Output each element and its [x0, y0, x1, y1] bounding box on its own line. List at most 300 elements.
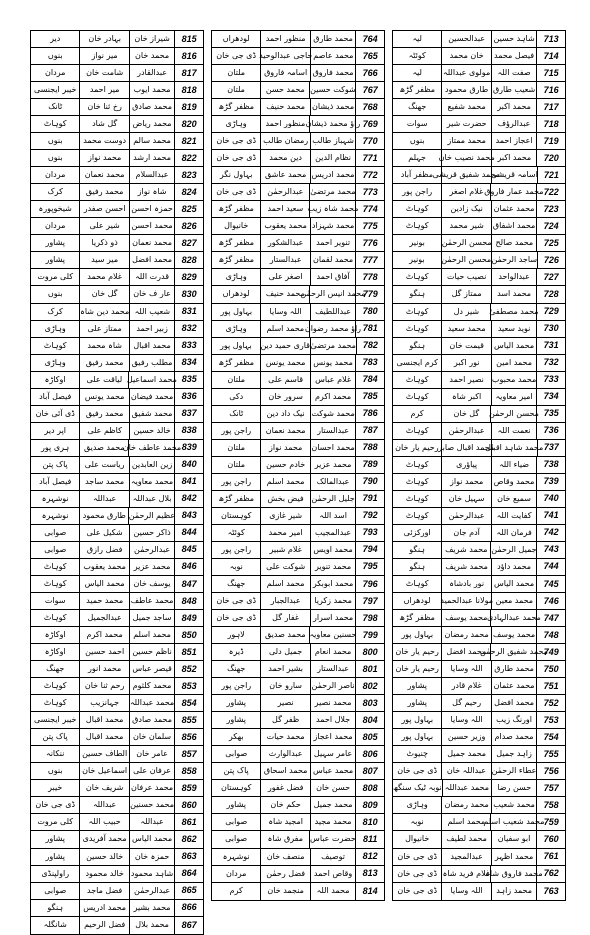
serial-number-cell: 725: [543, 237, 559, 248]
name-cell: عبدالمجیب: [311, 525, 356, 541]
district-cell: ڈی جی خان: [212, 184, 261, 200]
district-cell: کوہاٹ: [31, 695, 80, 711]
name-cell: شاہد حسین: [492, 31, 537, 47]
father-name-cell: اسامہ فاروق: [261, 65, 310, 81]
table-row: [212, 235, 384, 252]
table-row: [393, 440, 565, 457]
district-cell: راجن پور: [212, 678, 261, 694]
name-cell: محمد افضل: [130, 252, 175, 268]
table-row: [31, 389, 203, 406]
serial-number-cell: 823: [181, 169, 197, 180]
name-cell: نظام الدین: [311, 150, 356, 166]
district-cell: پشاور: [31, 235, 80, 251]
father-name-cell: محمد حنیف: [261, 286, 310, 302]
district-cell: وہاڑی: [31, 355, 80, 371]
father-name-cell: محمد یعقوب: [80, 559, 129, 575]
district-cell: کوہستان: [212, 508, 261, 524]
name-cell: توصیف: [311, 849, 356, 865]
name-cell: محمد احسان: [311, 440, 356, 456]
table-row: [31, 508, 203, 525]
father-name-cell: منجمد خان: [261, 883, 310, 900]
father-name-cell: فضل ماجد: [80, 883, 129, 899]
name-cell: محمد نعمان: [130, 235, 175, 251]
table-row: [31, 661, 203, 678]
table-row: [393, 116, 565, 133]
serial-number-cell: 775: [362, 220, 378, 231]
name-cell: محمد صادق: [130, 712, 175, 728]
district-cell: بنوں: [31, 133, 80, 149]
father-name-cell: نصیر احمد: [442, 372, 491, 388]
father-name-cell: شامت خان: [80, 65, 129, 81]
name-cell: محمد محبوب: [492, 372, 537, 388]
father-name-cell: نور بادشاہ: [442, 576, 491, 592]
serial-number-cell: 788: [362, 442, 378, 453]
father-name-cell: قاری حمید دین: [261, 338, 311, 354]
table-row: [31, 48, 203, 65]
table-row: [393, 321, 565, 338]
father-name-cell: میر سید: [80, 252, 129, 268]
serial-number-cell: 719: [543, 135, 559, 146]
table-row: [212, 321, 384, 338]
name-cell: عبدالمالک: [311, 474, 356, 490]
table-row: [31, 406, 203, 423]
district-cell: ڈی جی خان: [393, 849, 442, 865]
serial-number-cell: 764: [362, 33, 378, 44]
district-cell: صوابی: [212, 831, 261, 847]
serial-number-cell: 779: [362, 288, 378, 299]
table-row: [212, 763, 384, 780]
table-row: [393, 849, 565, 866]
father-name-cell: ممتاز گل: [442, 286, 491, 302]
serial-number-cell: 716: [543, 84, 559, 95]
father-name-cell: سہیل خان: [442, 491, 491, 507]
father-name-cell: محمد اکرم: [80, 627, 129, 643]
serial-number-cell: 821: [181, 135, 197, 146]
father-name-cell: عبدالجبار: [261, 593, 310, 609]
district-cell: کلی مروت: [31, 269, 80, 285]
table-row: [393, 457, 565, 474]
name-cell: محمد بشیر: [130, 900, 175, 916]
district-cell: کوہاٹ: [31, 610, 80, 626]
serial-number-cell: 795: [362, 561, 378, 572]
father-name-cell: فضل الرحیم: [80, 917, 129, 934]
father-name-cell: محمد رفیق: [80, 184, 129, 200]
district-cell: نوبہ ٹیک سنگھ: [393, 780, 443, 796]
table-row: [393, 355, 565, 372]
table-row: [393, 508, 565, 525]
serial-number-cell: 865: [181, 885, 197, 896]
serial-number-cell: 759: [543, 816, 559, 827]
father-name-cell: میر احمد: [80, 82, 129, 98]
serial-number-cell: 849: [181, 612, 197, 623]
serial-number-cell: 847: [181, 578, 197, 589]
serial-number-cell: 738: [543, 459, 559, 470]
father-name-cell: محمد حیات: [261, 729, 310, 745]
father-name-cell: اللہ وسایا: [442, 661, 491, 677]
list-column-middle: [211, 30, 385, 901]
serial-number-cell: 805: [362, 731, 378, 742]
father-name-cell: غلام محمد: [80, 269, 129, 285]
father-name-cell: غلام قادر: [442, 678, 491, 694]
table-row: [212, 184, 384, 201]
father-name-cell: سارو خان: [261, 678, 310, 694]
serial-number-cell: 843: [181, 510, 197, 521]
district-cell: کوہاٹ: [31, 116, 80, 132]
father-name-cell: محمد اقبال: [80, 729, 129, 745]
name-cell: تنویر احمد: [311, 235, 356, 251]
name-cell: یوسف خان: [130, 576, 175, 592]
father-name-cell: مولانا عبدالحمید: [442, 593, 492, 609]
table-row: [31, 269, 203, 286]
district-cell: پشاور: [393, 695, 442, 711]
serial-number-cell: 867: [181, 919, 197, 930]
name-cell: نعمت اللہ: [492, 423, 537, 439]
district-cell: نوشہرہ: [31, 508, 80, 524]
name-cell: قیصر عباس: [130, 661, 175, 677]
table-row: [393, 525, 565, 542]
name-cell: محمد عثمان: [492, 201, 537, 217]
name-cell: محمد طارق: [311, 31, 356, 47]
serial-number-cell: 780: [362, 306, 378, 317]
serial-number-cell: 858: [181, 765, 197, 776]
district-cell: نوشہرہ: [31, 491, 80, 507]
table-row: [212, 627, 384, 644]
district-cell: ڈی جی خان: [393, 866, 442, 882]
serial-number-cell: 837: [181, 408, 197, 419]
name-cell: اورنگ زیب: [492, 712, 537, 728]
district-cell: دکی: [212, 389, 261, 405]
table-row: [393, 167, 565, 184]
district-cell: مظفر گڑھ: [212, 235, 261, 251]
table-row: [31, 525, 203, 542]
table-row: [393, 184, 565, 201]
table-row: [31, 900, 203, 917]
name-cell: عبدالسلام: [130, 167, 175, 183]
name-cell: محمد اسلم: [130, 627, 175, 643]
father-name-cell: اللہ وسایا: [442, 712, 491, 728]
name-cell: محمد عاطف خان: [129, 440, 175, 456]
name-cell: محمد حسنین: [130, 797, 175, 813]
name-cell: محمد ذیشان: [311, 99, 356, 115]
table-row: [393, 31, 565, 48]
district-cell: نوشہرہ: [212, 849, 261, 865]
serial-number-cell: 846: [181, 561, 197, 572]
name-cell: شیراز خان: [130, 31, 175, 47]
district-cell: کرک: [31, 304, 80, 320]
father-name-cell: احمد حسین: [80, 644, 129, 660]
name-cell: نوید سعید: [492, 321, 537, 337]
district-cell: ٹانک: [212, 406, 261, 422]
father-name-cell: شریف خان: [80, 780, 129, 796]
father-name-cell: دین محمد: [261, 150, 310, 166]
name-cell: محمد زکریا: [311, 593, 356, 609]
name-cell: محسن الرحمٰن: [491, 406, 537, 422]
serial-number-cell: 801: [362, 663, 378, 674]
name-cell: اسامہ قریشی: [492, 167, 538, 183]
serial-number-cell: 772: [362, 169, 378, 180]
district-cell: پشاور: [31, 831, 80, 847]
name-cell: محمد یونس: [311, 355, 356, 371]
serial-number-cell: 750: [543, 663, 559, 674]
father-name-cell: محمد ممتاز: [442, 133, 491, 149]
father-name-cell: شاہ محمد: [80, 338, 129, 354]
district-cell: کوہاٹ: [393, 508, 442, 524]
name-cell: ضیاء اللہ: [492, 457, 537, 473]
name-cell: جلیل الرحمٰن: [311, 491, 356, 507]
serial-number-cell: 853: [181, 680, 197, 691]
table-row: [393, 576, 565, 593]
serial-number-cell: 862: [181, 833, 197, 844]
table-row: [212, 610, 384, 627]
name-cell: محمد عزیر: [311, 457, 356, 473]
serial-number-cell: 752: [543, 697, 559, 708]
serial-number-cell: 774: [362, 203, 378, 214]
district-cell: وہاڑی: [212, 116, 261, 132]
table-row: [31, 491, 203, 508]
district-cell: پشاور: [31, 849, 80, 865]
father-name-cell: محمد رمضان: [442, 627, 491, 643]
table-row: [212, 593, 384, 610]
district-cell: بھکر: [212, 729, 261, 745]
father-name-cell: حبیب اللہ: [80, 814, 129, 830]
district-cell: کوہاٹ: [393, 491, 442, 507]
district-cell: بونیر: [393, 235, 442, 251]
district-cell: ڈی جی خان: [31, 797, 80, 813]
table-row: [212, 780, 384, 797]
district-cell: ہری پور: [31, 440, 80, 456]
district-cell: کوہاٹ: [393, 269, 442, 285]
district-cell: ٹانک: [31, 99, 80, 115]
district-cell: بنوں: [31, 763, 80, 779]
father-name-cell: امجید شاہ: [261, 814, 310, 830]
serial-number-cell: 769: [362, 118, 378, 129]
table-row: [212, 48, 384, 65]
name-cell: مطلب رفیق: [130, 355, 175, 371]
serial-number-cell: 777: [362, 254, 378, 265]
serial-number-cell: 793: [362, 527, 378, 538]
father-name-cell: عبداللہ: [80, 797, 129, 813]
name-cell: عبدالرحمٰن: [130, 542, 175, 558]
serial-number-cell: 740: [543, 493, 559, 504]
district-cell: کوہاٹ: [393, 389, 442, 405]
table-row: [31, 763, 203, 780]
father-name-cell: محمد شریف: [442, 559, 491, 575]
district-cell: لیہ: [393, 65, 442, 81]
name-cell: فرمان اللہ: [492, 525, 537, 541]
table-row: [393, 729, 565, 746]
table-row: [212, 218, 384, 235]
serial-number-cell: 863: [181, 851, 197, 862]
district-cell: فیصل آباد: [31, 389, 80, 405]
serial-number-cell: 842: [181, 493, 197, 504]
table-row: [393, 201, 565, 218]
father-name-cell: عبدالرحمٰن: [442, 423, 491, 439]
serial-number-cell: 773: [362, 186, 378, 197]
table-row: [393, 559, 565, 576]
serial-number-cell: 778: [362, 271, 378, 282]
table-row: [212, 457, 384, 474]
name-cell: عبدالواحد: [492, 269, 537, 285]
name-cell: محمد شعیب: [492, 797, 537, 813]
name-cell: محمد معاویہ: [130, 474, 175, 490]
name-cell: عبداللہ: [130, 814, 175, 830]
table-row: [31, 712, 203, 729]
father-name-cell: محسن الرحمٰن: [442, 252, 492, 268]
father-name-cell: محمد سعید: [442, 321, 491, 337]
district-cell: بنوں: [31, 150, 80, 166]
father-name-cell: الطاف حسین: [80, 746, 129, 762]
district-cell: بہاول پور: [212, 304, 261, 320]
district-cell: کوہاٹ: [31, 576, 80, 592]
table-row: [212, 116, 384, 133]
serial-number-cell: 809: [362, 799, 378, 810]
name-cell: محمد عبدالہادی: [491, 610, 537, 626]
father-name-cell: محمد نواز: [80, 150, 129, 166]
father-name-cell: محمد نواز: [261, 440, 310, 456]
name-cell: محمد یوسف: [492, 627, 537, 643]
name-cell: حسنین معاویہ: [310, 627, 356, 643]
serial-number-cell: 850: [181, 629, 197, 640]
name-cell: محمد اقبال: [130, 338, 175, 354]
name-cell: ذاکر حسین: [130, 525, 175, 541]
serial-number-cell: 734: [543, 391, 559, 402]
table-row: [31, 133, 203, 150]
table-row: [393, 65, 565, 82]
table-row: [31, 695, 203, 712]
name-cell: محمد امین: [492, 355, 537, 371]
name-cell: محمد وقاص: [492, 474, 537, 490]
father-name-cell: نور اکبر: [442, 355, 491, 371]
serial-number-cell: 811: [363, 833, 378, 844]
father-name-cell: ذو ذکریا: [80, 235, 129, 251]
father-name-cell: اللہ وسایا: [442, 883, 491, 900]
father-name-cell: عبدالرحمٰن: [261, 184, 310, 200]
district-cell: ڈی جی خان: [212, 133, 261, 149]
table-row: [212, 491, 384, 508]
district-cell: بہاول پور: [212, 338, 261, 354]
table-row: [31, 321, 203, 338]
table-row: [212, 423, 384, 440]
district-cell: راجن پور: [212, 542, 261, 558]
name-cell: محمد تنویر: [311, 559, 356, 575]
name-cell: محمد معین: [492, 593, 537, 609]
name-cell: شاہد محمود: [130, 866, 175, 882]
district-cell: لودھراں: [393, 593, 442, 609]
table-row: [393, 269, 565, 286]
name-cell: محمد ایوب: [130, 82, 175, 98]
name-cell: عرفان علی: [130, 763, 175, 779]
table-row: [393, 695, 565, 712]
serial-number-cell: 785: [362, 391, 378, 402]
district-cell: کرک: [31, 184, 80, 200]
serial-number-cell: 715: [543, 67, 559, 78]
district-cell: کوئٹہ: [393, 48, 442, 64]
district-cell: ننکانہ: [31, 746, 80, 762]
table-row: [393, 644, 565, 661]
table-row: [393, 610, 565, 627]
district-cell: اوکاڑہ: [31, 372, 80, 388]
serial-number-cell: 761: [543, 851, 559, 862]
serial-number-cell: 739: [543, 476, 559, 487]
serial-number-cell: 864: [181, 868, 197, 879]
list-column-right: [392, 30, 566, 901]
name-cell: شاہ نواز: [130, 184, 175, 200]
serial-number-cell: 721: [543, 169, 559, 180]
father-name-cell: محمد اسلم: [442, 814, 491, 830]
district-cell: وہاڑی: [393, 797, 442, 813]
table-row: [393, 746, 565, 763]
serial-number-cell: 770: [362, 135, 378, 146]
father-name-cell: محمد صدیق: [261, 627, 310, 643]
father-name-cell: اللہ وسایا: [261, 304, 310, 320]
serial-number-cell: 767: [362, 84, 378, 95]
serial-number-cell: 714: [543, 50, 559, 61]
name-cell: حمزہ خان: [130, 849, 175, 865]
table-row: [393, 491, 565, 508]
table-row: [212, 82, 384, 99]
father-name-cell: گل شاد: [80, 116, 129, 132]
table-row: [212, 814, 384, 831]
name-cell: محمد مرتضیٰ: [311, 338, 357, 354]
district-cell: پاک پتن: [31, 457, 80, 473]
serial-number-cell: 819: [181, 101, 197, 112]
serial-number-cell: 735: [543, 408, 559, 419]
serial-number-cell: 737: [543, 442, 559, 453]
table-row: [212, 849, 384, 866]
table-row: [212, 269, 384, 286]
father-name-cell: شیر محمد: [442, 218, 491, 234]
name-cell: محمد عرفان: [130, 780, 175, 796]
father-name-cell: جہانزیب: [80, 695, 129, 711]
father-name-cell: محمد حسن: [261, 82, 310, 98]
name-cell: سلمان خان: [130, 729, 175, 745]
name-cell: عبدالستار: [311, 661, 356, 677]
district-cell: کوہاٹ: [393, 474, 442, 490]
district-cell: کوہاٹ: [393, 218, 442, 234]
father-name-cell: سعید احمد: [261, 201, 310, 217]
table-row: [31, 31, 203, 48]
serial-number-cell: 802: [362, 680, 378, 691]
serial-number-cell: 727: [543, 271, 559, 282]
district-cell: کلی مروت: [31, 814, 80, 830]
name-cell: محمد عثمان: [492, 678, 537, 694]
father-name-cell: محمد عبداللہ: [443, 780, 492, 796]
name-cell: ناصر الرحمٰن: [311, 678, 356, 694]
district-cell: کوہاٹ: [393, 304, 442, 320]
serial-number-cell: 758: [543, 799, 559, 810]
father-name-cell: محمد حنیف: [261, 99, 310, 115]
name-cell: امیر معاویہ: [492, 389, 537, 405]
serial-number-cell: 728: [543, 288, 559, 299]
serial-number-cell: 803: [362, 697, 378, 708]
table-row: [212, 576, 384, 593]
serial-number-cell: 755: [543, 748, 559, 759]
father-name-cell: محمد صدیق: [80, 440, 129, 456]
serial-number-cell: 831: [181, 306, 197, 317]
table-row: [393, 235, 565, 252]
father-name-cell: اسماعیل خان: [80, 763, 129, 779]
serial-number-cell: 796: [362, 578, 378, 589]
name-cell: محمد طارق: [492, 661, 537, 677]
table-row: [212, 150, 384, 167]
father-name-cell: محمد شریف: [442, 542, 491, 558]
name-cell: حضرت عباس: [310, 831, 356, 847]
table-row: [393, 372, 565, 389]
father-name-cell: محمد حمید: [80, 593, 129, 609]
name-cell: عبدالرؤف: [492, 116, 537, 132]
district-cell: صوابی: [31, 525, 80, 541]
district-cell: اوکاڑہ: [31, 644, 80, 660]
